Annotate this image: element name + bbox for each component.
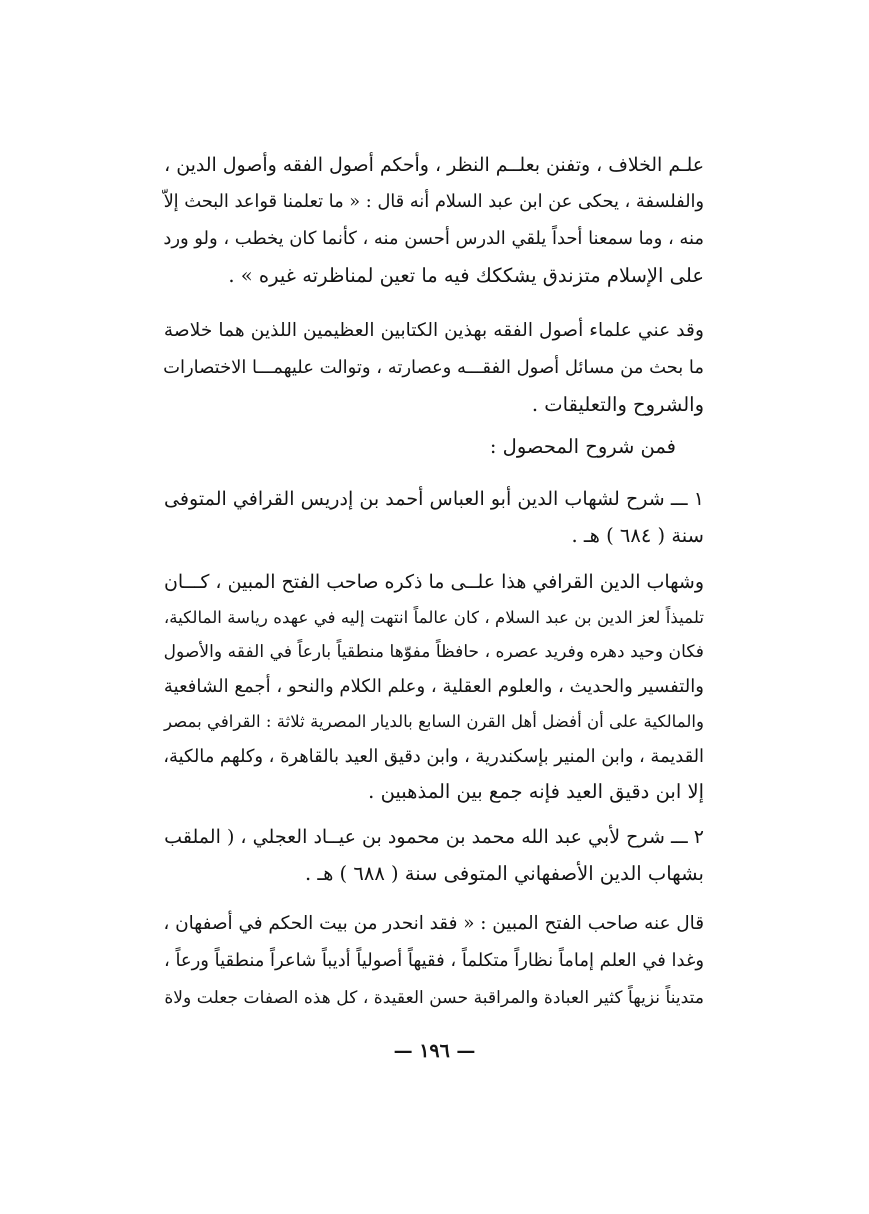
text-line: وغدا في العلم إماماً نظاراً متكلماً ، فقيهاً أصولياً أديباً شاعراً منطقياً ورعاً ، xyxy=(163,950,704,971)
text-line: وشهاب الدين القرافي هذا علــى ما ذكره صاحب الفتح المبين ، كـــان xyxy=(163,571,704,593)
text-line: سنة ( ٦٨٤ ) هـ . xyxy=(571,524,704,547)
text-line: تلميذاً لعز الدين بن عبد السلام ، كان عالماً انتهت إليه في عهده رياسة المالكية، xyxy=(163,607,704,627)
text-line: متديناً نزيهاً كثير العبادة والمراقبة حسن العقيدة ، كل هذه الصفات جعلت ولاة xyxy=(164,988,704,1008)
text-line: منه ، وما سمعنا أحداً يلقي الدرس أحسن منه ، كأنما كان يخطب ، ولو ورد xyxy=(163,228,704,249)
text-line: فمن شروح المحصول : xyxy=(489,435,676,458)
text-line: ٢ ـــ شرح لأبي عبد الله محمد بن محمود بن عيــاد العجلي ، ( الملقب xyxy=(164,826,704,848)
text-line: القديمة ، وابن المنير بإسكندرية ، وابن دقيق العيد بالقاهرة ، وكلهم مالكية، xyxy=(163,746,704,767)
text-line: والتفسير والحديث ، والعلوم العقلية ، وعلم الكلام والنحو ، أجمع الشافعية xyxy=(163,676,704,697)
section-heading xyxy=(158,432,704,462)
text-line: إلا ابن دقيق العيد فإنه جمع بين المذهبين . xyxy=(368,780,704,803)
text-line: والشروح والتعليقات . xyxy=(531,393,704,416)
list-item-2 xyxy=(158,822,704,889)
text-line: ما بحث من مسائل أصول الفقـــه وعصارته ، وتوالت عليهمـــا الاختصارات xyxy=(163,357,704,378)
list-item-1 xyxy=(158,484,704,551)
text-line: ١ ـــ شرح لشهاب الدين أبو العباس أحمد بن إدريس القرافي المتوفى xyxy=(163,487,704,510)
paragraph-1 xyxy=(158,150,704,291)
text-line: على الإسلام متزندق يشككك فيه ما تعين لمناظرته غيره » . xyxy=(228,264,704,287)
text-line: قال عنه صاحب الفتح المبين : « فقد انحدر من بيت الحكم في أصفهان ، xyxy=(163,913,704,934)
paragraph-2 xyxy=(158,316,704,420)
text-line: بشهاب الدين الأصفهاني المتوفى سنة ( ٦٨٨ ) هـ . xyxy=(304,862,704,885)
paragraph-5 xyxy=(158,567,704,807)
text-line: فكان وحيد دهره وفريد عصره ، حافظاً مفوّها منطقياً بارعاً في الفقه والأصول xyxy=(163,642,704,662)
page-number: — ١٩٦ — xyxy=(393,1040,476,1062)
text-line: وقد عني علماء أصول الفقه بهذين الكتابين العظيمين اللذين هما خلاصة xyxy=(163,320,704,341)
text-line: والمالكية على أن أفضل أهل القرن السابع بالديار المصرية ثلاثة : القرافي بمصر xyxy=(164,712,704,731)
paragraph-7 xyxy=(158,909,704,1013)
text-line: علـم الخلاف ، وتفنن بعلــم النظر ، وأحكم أصول الفقه وأصول الدين ، xyxy=(164,154,704,176)
text-line: والفلسفة ، يحكى عن ابن عبد السلام أنه قال : « ما تعلمنا قواعد البحث إلاّ xyxy=(163,192,704,212)
